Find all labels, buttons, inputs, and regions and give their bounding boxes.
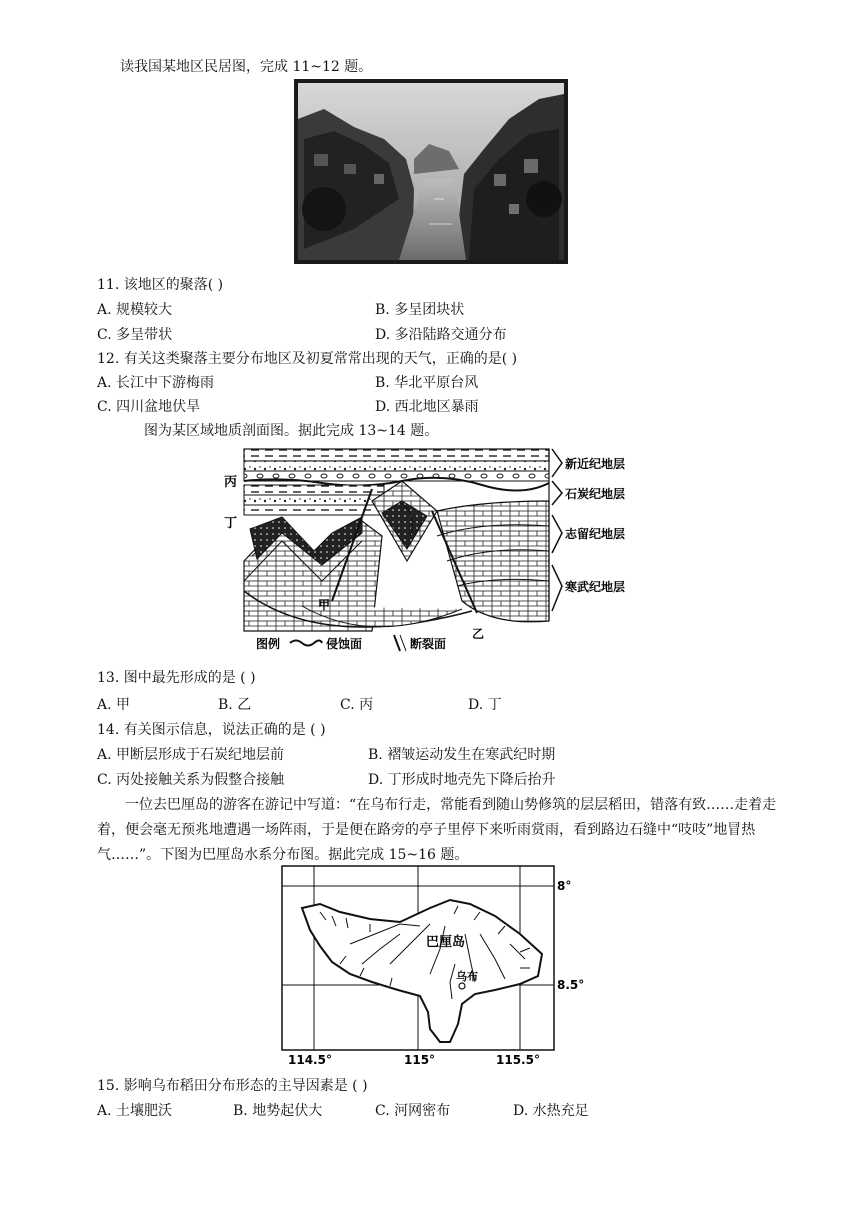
lon-label-115: 115° [404, 1053, 436, 1067]
layer-label-carboniferous: 石炭纪地层 [565, 487, 626, 501]
q15-option-b: B. 地势起伏大 [233, 1103, 323, 1119]
q12-option-c: C. 四川盆地伏旱 [97, 399, 201, 415]
lon-label-115-5: 115.5° [496, 1053, 540, 1067]
q11-option-d: D. 多沿陆路交通分布 [375, 327, 507, 343]
q12-stem: 12. 有关这类聚落主要分布地区及初夏常常出现的天气，正确的是( ) [97, 351, 518, 367]
intro-text-2: 图为某区域地质剖面图。据此完成 13~14 题。 [144, 423, 439, 439]
point-label-yi: 乙 [472, 627, 485, 641]
q15-stem: 15. 影响乌布稻田分布形态的主导因素是 ( ) [97, 1078, 368, 1094]
q12-option-b: B. 华北平原台风 [375, 375, 479, 391]
town-name-label: 乌布 [456, 970, 478, 983]
geologic-section-figure [222, 441, 642, 656]
q11-option-c: C. 多呈带状 [97, 327, 173, 343]
island-outline [302, 900, 542, 1042]
q13-option-d: D. 丁 [468, 697, 502, 713]
layer-label-cambrian: 寒武纪地层 [565, 580, 626, 594]
settlement-photo [294, 79, 568, 264]
q14-stem: 14. 有关图示信息，说法正确的是 ( ) [97, 722, 326, 738]
q13-option-b: B. 乙 [218, 697, 252, 713]
q13-option-a: A. 甲 [97, 697, 131, 713]
legend-fault-label: 断裂面 [410, 637, 447, 651]
lat-label-8: 8° [557, 879, 572, 893]
q15-option-a: A. 土壤肥沃 [97, 1103, 173, 1119]
point-label-ding: 丁 [224, 516, 238, 531]
q15-option-d: D. 水热充足 [513, 1103, 589, 1119]
point-label-bing: 丙 [224, 475, 238, 490]
bali-river-map [280, 864, 585, 1070]
fault-surface-symbol [394, 635, 400, 651]
q12-option-d: D. 西北地区暴雨 [375, 399, 479, 415]
q11-stem: 11. 该地区的聚落( ) [97, 277, 224, 293]
island-name-label: 巴厘岛 [426, 935, 466, 950]
intro-text-1: 读我国某地区民居图，完成 11~12 题。 [120, 59, 373, 75]
q11-option-b: B. 多呈团块状 [375, 302, 465, 318]
lon-label-114-5: 114.5° [288, 1053, 332, 1067]
legend-erosion-label: 侵蚀面 [326, 637, 363, 651]
q14-option-c: C. 丙处接触关系为假整合接触 [97, 772, 285, 788]
layer-label-silurian: 志留纪地层 [565, 527, 626, 541]
q14-option-a: A. 甲断层形成于石炭纪地层前 [97, 747, 285, 763]
erosion-surface-symbol [290, 641, 322, 646]
lat-label-8-5: 8.5° [557, 978, 585, 992]
q14-option-d: D. 丁形成时地壳先下降后抬升 [368, 772, 556, 788]
q13-option-c: C. 丙 [340, 697, 374, 713]
point-label-jia: 甲 [318, 598, 331, 612]
q14-option-b: B. 褶皱运动发生在寒武纪时期 [368, 747, 556, 763]
q15-option-c: C. 河网密布 [375, 1103, 451, 1119]
q13-stem: 13. 图中最先形成的是 ( ) [97, 670, 256, 686]
passage-text: 一位去巴厘岛的游客在游记中写道：“在乌布行走，常能看到随山势修筑的层层稻田，错落有致……走着走着，便会毫无预兆地遭遇一场阵雨，于是便在路旁的亭子里停下来听雨赏雨，看到路边石缝中“吱吱”地冒热气……”。下图为巴厘岛水系分布图。据此完成 15~16 题。 [97, 797, 777, 863]
q12-option-a: A. 长江中下游梅雨 [97, 375, 215, 391]
legend-title: 图例 [256, 637, 281, 651]
q11-option-a: A. 规模较大 [97, 302, 173, 318]
layer-label-neogene: 新近纪地层 [565, 457, 626, 471]
